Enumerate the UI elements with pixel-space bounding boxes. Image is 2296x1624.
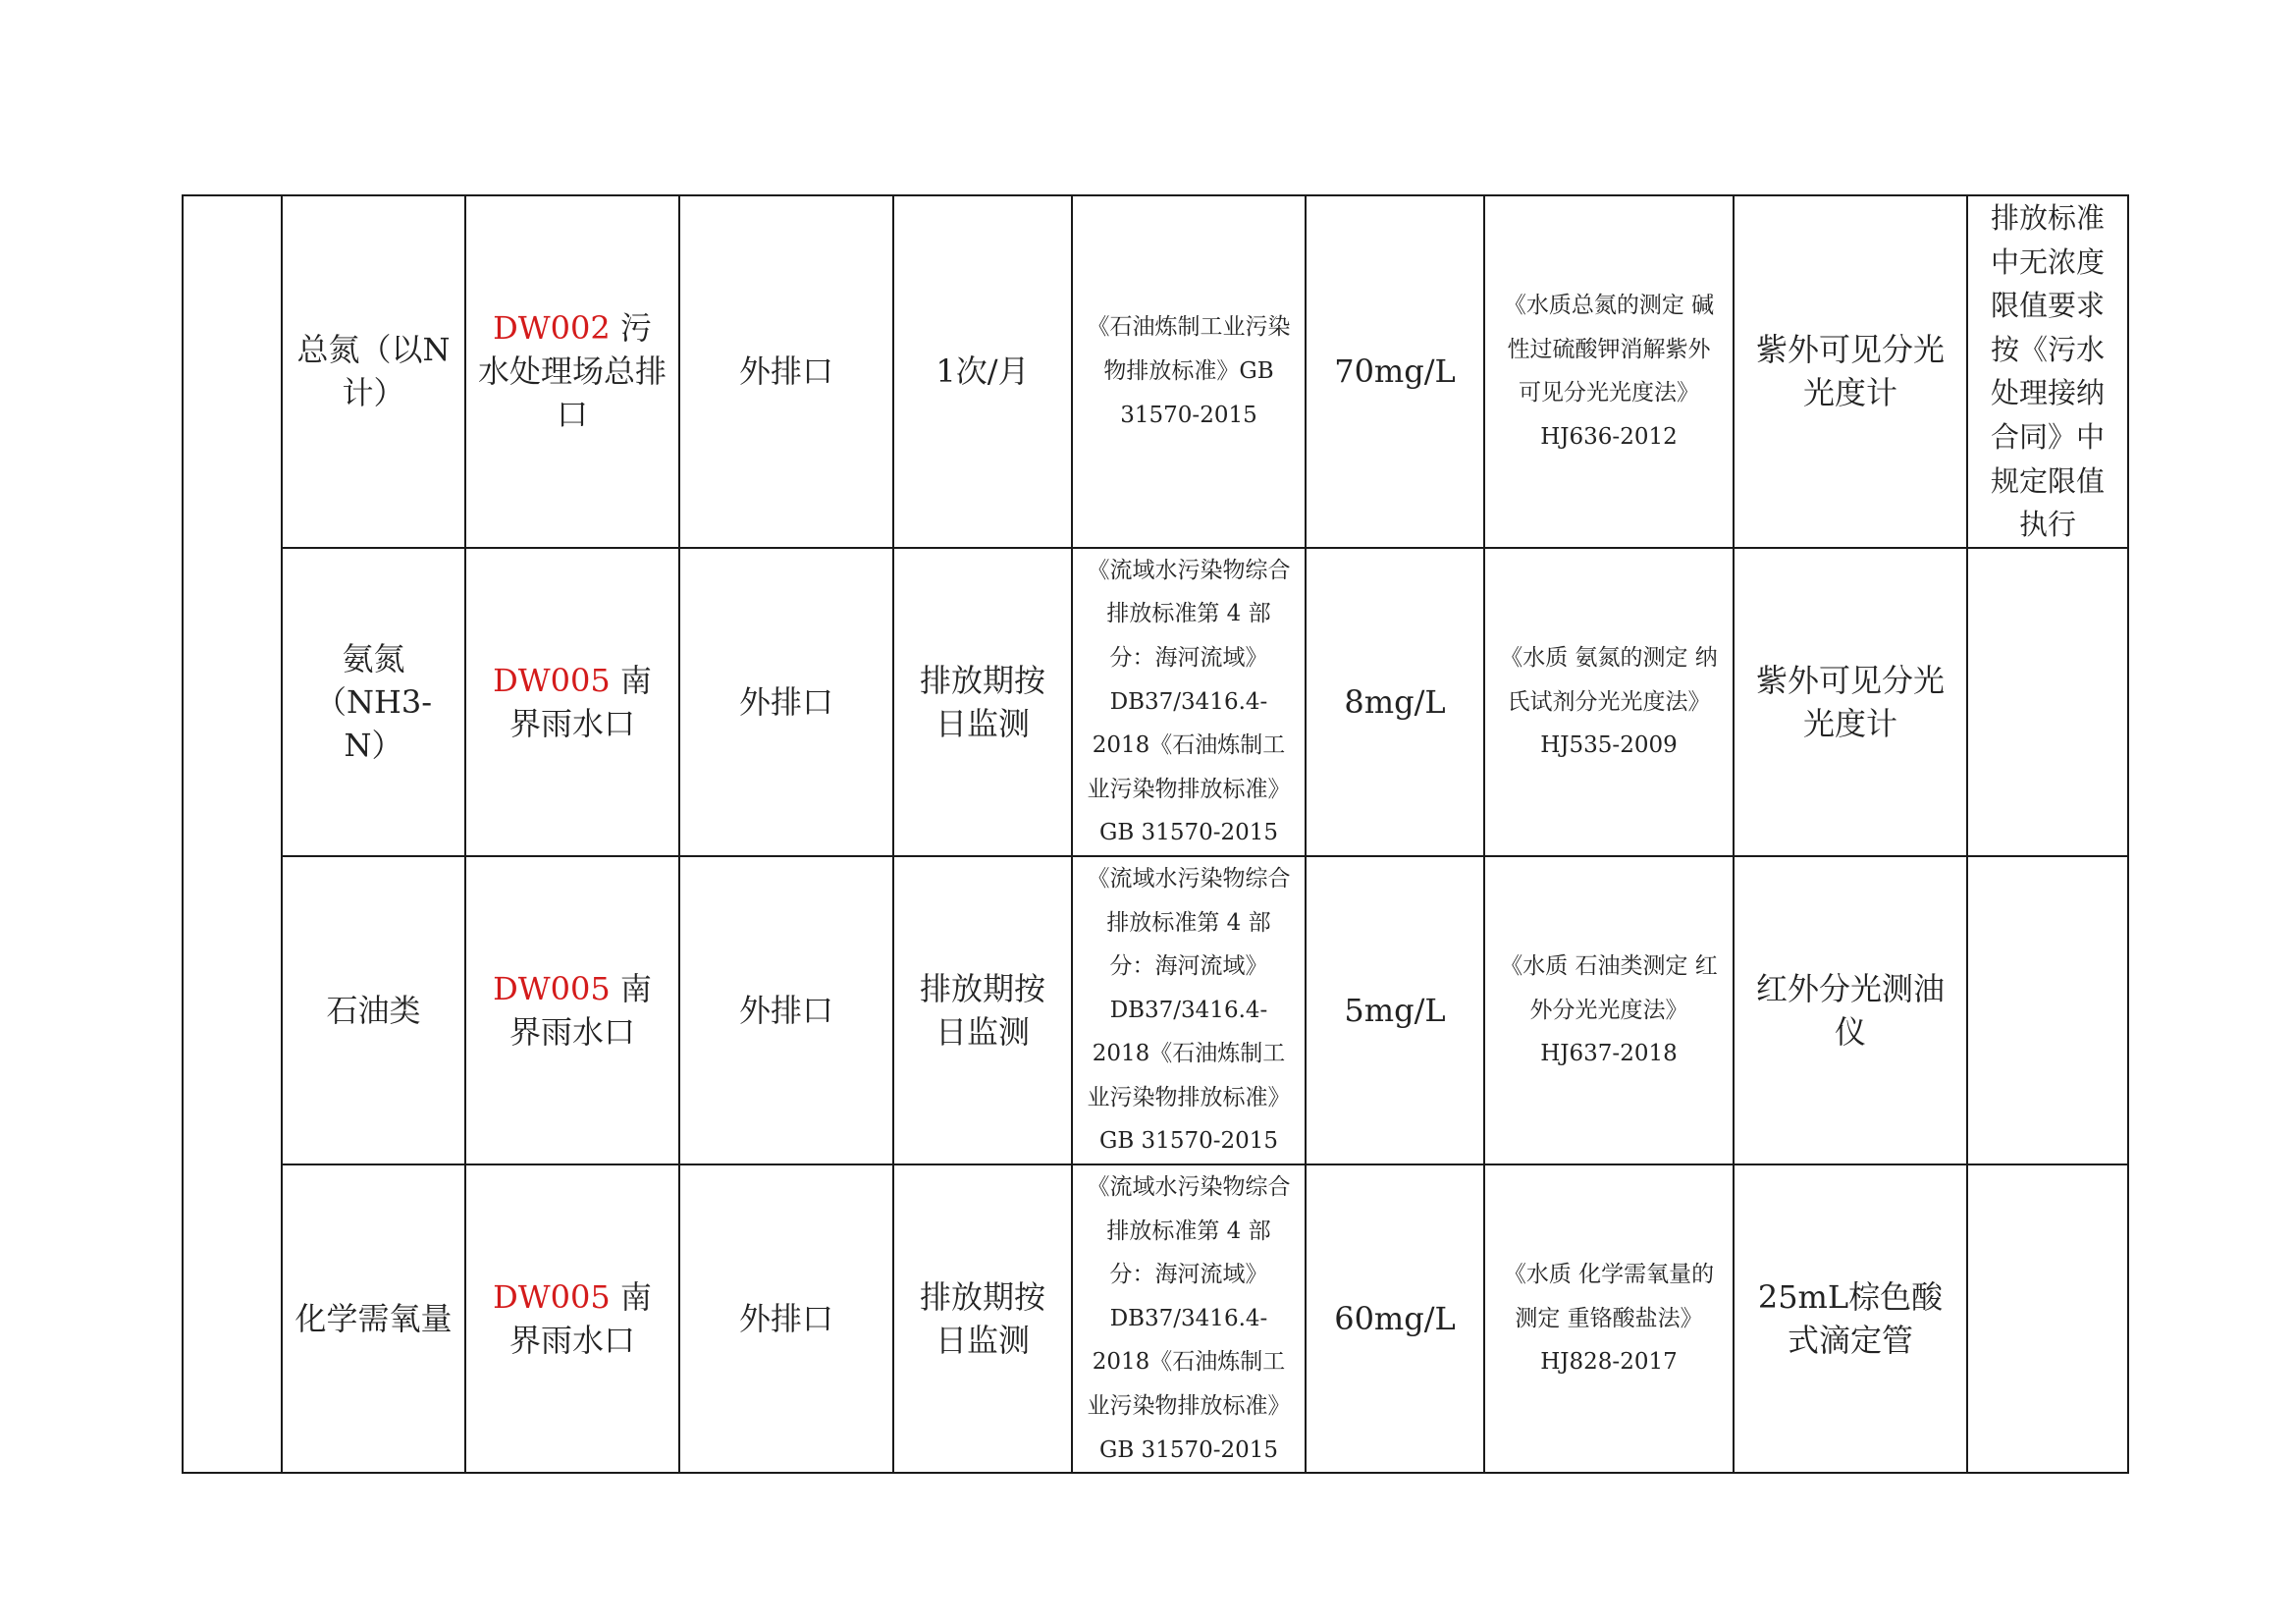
discharge-standard: 《流域水污染物综合排放标准第 4 部分：海河流域》DB37/3416.4-2018《石油炼制工业污染物排放标准》GB 31570-2015 [1072,548,1306,856]
analysis-method: 《水质 石油类测定 红外分光光度法》HJ637-2018 [1484,856,1734,1164]
pollutant-item: 化学需氧量 [282,1164,465,1473]
table-row [183,548,2128,856]
outlet-type: 外排口 [679,1164,893,1473]
instrument: 紫外可见分光光度计 [1734,195,1967,548]
outlet-code: DW005 [493,969,611,1007]
outlet-name: 南界雨水口 [508,969,652,1051]
concentration-limit: 5mg/L [1306,856,1484,1164]
outlet-name: 污水处理场总排口 [478,309,667,434]
outlet-code: DW005 [493,1278,611,1317]
table-row [183,195,2128,548]
category-cell [183,195,282,1473]
instrument: 红外分光测油仪 [1734,856,1967,1164]
table-row [183,1164,2128,1473]
outlet-cell [465,548,679,856]
outlet-type: 外排口 [679,195,893,548]
discharge-standard: 《石油炼制工业污染物排放标准》GB 31570-2015 [1072,195,1306,548]
concentration-limit: 8mg/L [1306,548,1484,856]
discharge-standard: 《流域水污染物综合排放标准第 4 部分：海河流域》DB37/3416.4-2018《石油炼制工业污染物排放标准》GB 31570-2015 [1072,856,1306,1164]
outlet-type: 外排口 [679,856,893,1164]
monitoring-table [182,194,2129,1474]
monitoring-frequency: 1次/月 [893,195,1072,548]
monitoring-frequency: 排放期按日监测 [893,856,1072,1164]
remark [1967,856,2128,1164]
remark [1967,1164,2128,1473]
monitoring-frequency: 排放期按日监测 [893,1164,1072,1473]
outlet-type: 外排口 [679,548,893,856]
outlet-cell [465,1164,679,1473]
outlet-cell [465,195,679,548]
monitoring-frequency: 排放期按日监测 [893,548,1072,856]
remark [1967,548,2128,856]
outlet-name: 南界雨水口 [508,1278,652,1360]
table-row [183,856,2128,1164]
outlet-code: DW005 [493,661,611,699]
pollutant-item: 石油类 [282,856,465,1164]
instrument: 25mL棕色酸式滴定管 [1734,1164,1967,1473]
discharge-standard: 《流域水污染物综合排放标准第 4 部分：海河流域》DB37/3416.4-2018《石油炼制工业污染物排放标准》GB 31570-2015 [1072,1164,1306,1473]
outlet-code: DW002 [493,309,611,348]
outlet-cell [465,856,679,1164]
concentration-limit: 60mg/L [1306,1164,1484,1473]
analysis-method: 《水质 化学需氧量的测定 重铬酸盐法》HJ828-2017 [1484,1164,1734,1473]
instrument: 紫外可见分光光度计 [1734,548,1967,856]
analysis-method: 《水质总氮的测定 碱性过硫酸钾消解紫外可见分光光度法》HJ636-2012 [1484,195,1734,548]
analysis-method: 《水质 氨氮的测定 纳氏试剂分光光度法》HJ535-2009 [1484,548,1734,856]
concentration-limit: 70mg/L [1306,195,1484,548]
pollutant-item: 总氮（以N计） [282,195,465,548]
remark: 排放标准中无浓度限值要求按《污水处理接纳合同》中规定限值执行 [1967,195,2128,548]
outlet-name: 南界雨水口 [508,661,652,742]
pollutant-item: 氨氮（NH3-N） [282,548,465,856]
